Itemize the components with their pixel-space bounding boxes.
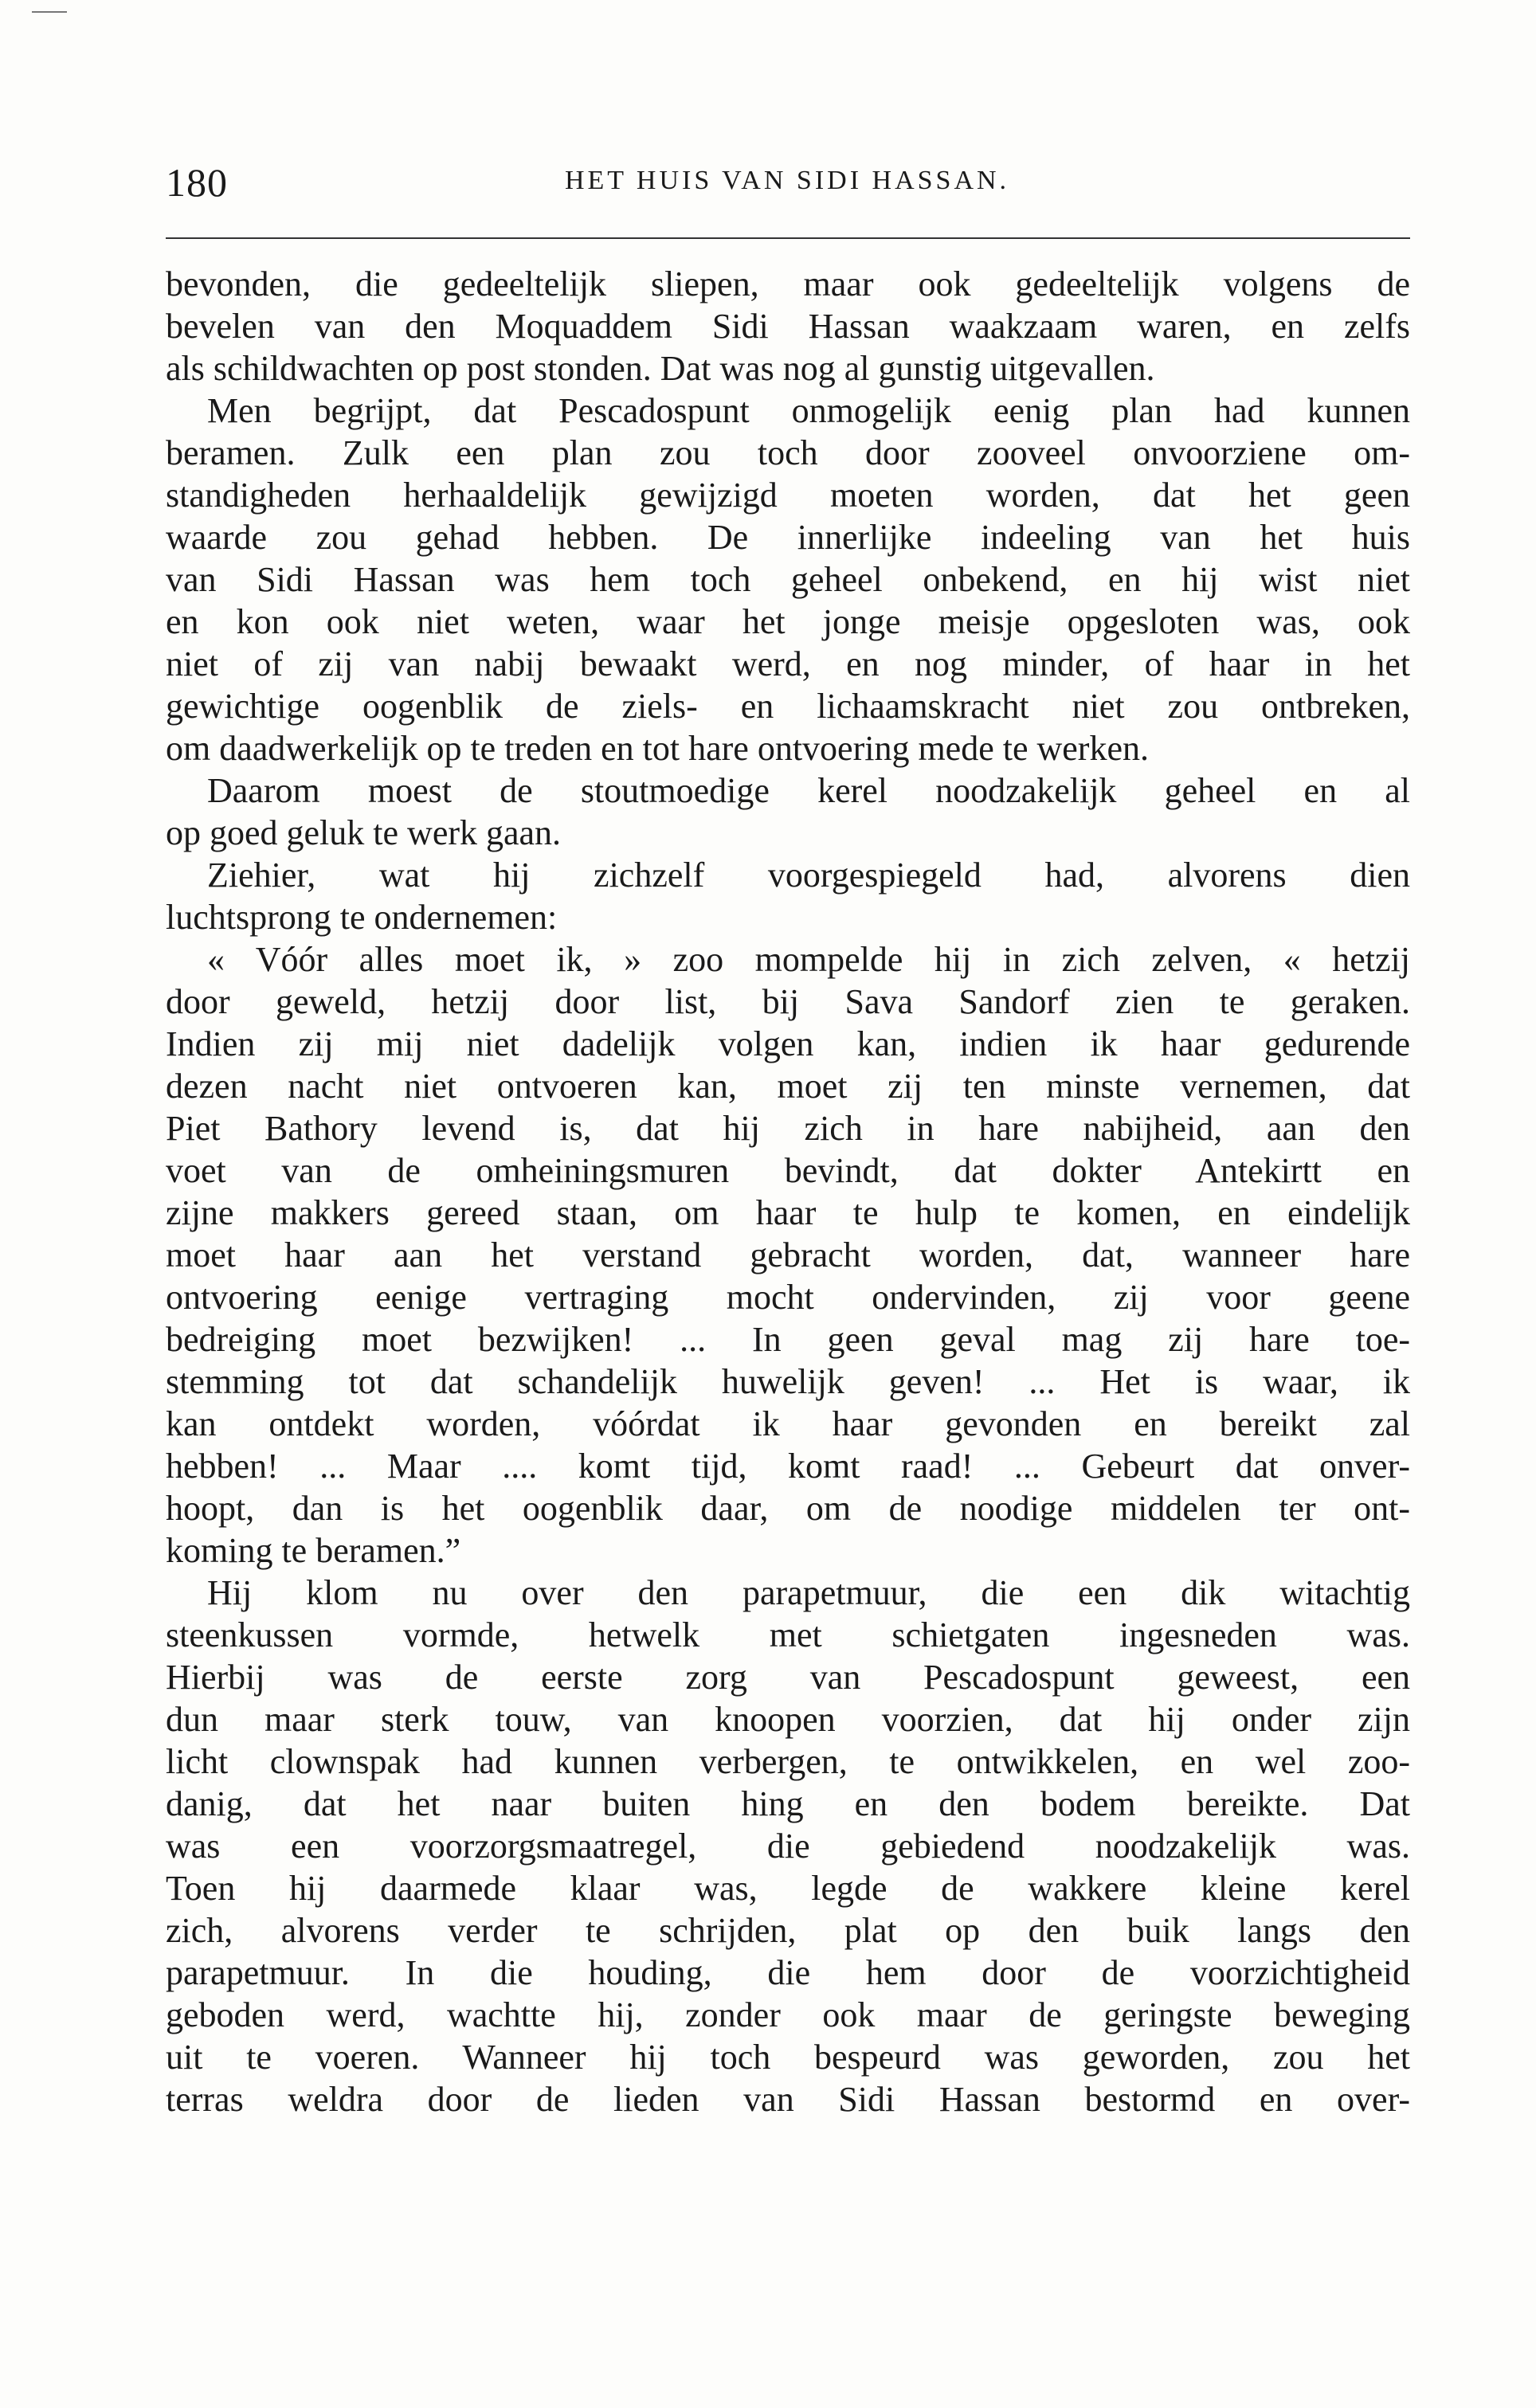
text-line: geboden werd, wachtte hij, zonder ook maar de geringste beweging [166, 1995, 1410, 2034]
text-line: Hij klom nu over den parapetmuur, die een dik witachtig [207, 1573, 1410, 1612]
text-line: van Sidi Hassan was hem toch geheel onbekend, en hij wist niet [166, 560, 1410, 599]
text-line: bevonden, die gedeeltelijk sliepen, maar ook gedeeltelijk volgens de [166, 264, 1410, 303]
text-line: door geweld, hetzij door list, bij Sava Sandorf zien te geraken. [166, 982, 1410, 1021]
text-line: koming te beramen.” [166, 1531, 461, 1570]
text-line: ontvoering eenige vertraging mocht ondervinden, zij voor geene [166, 1278, 1410, 1317]
header-rule [166, 237, 1410, 239]
text-line: « Vóór alles moet ik, » zoo mompelde hij in zich zelven, « hetzij [207, 940, 1410, 979]
text-line: en kon ook niet weten, waar het jonge meisje opgesloten was, ook [166, 602, 1410, 641]
text-line: steenkussen vormde, hetwelk met schietgaten ingesneden was. [166, 1615, 1410, 1654]
text-line: bevelen van den Moquaddem Sidi Hassan waakzaam waren, en zelfs [166, 307, 1410, 346]
text-line: stemming tot dat schandelijk huwelijk geven! ... Het is waar, ik [166, 1362, 1410, 1401]
text-line: parapetmuur. In die houding, die hem door de voorzichtigheid [166, 1953, 1410, 1992]
text-line: licht clownspak had kunnen verbergen, te ontwikkelen, en wel zoo- [166, 1742, 1410, 1781]
text-line: Indien zij mij niet dadelijk volgen kan, indien ik haar gedurende [166, 1024, 1410, 1063]
text-line: Ziehier, wat hij zichzelf voorgespiegeld had, alvorens dien [207, 856, 1410, 895]
text-line: om daadwerkelijk op te treden en tot hare ontvoering mede te werken. [166, 729, 1149, 768]
text-line: uit te voeren. Wanneer hij toch bespeurd was geworden, zou het [166, 2038, 1410, 2077]
text-line: hebben! ... Maar .... komt tijd, komt raad! ... Gebeurt dat onver- [166, 1447, 1410, 1486]
running-title: HET HUIS VAN SIDI HASSAN. [564, 166, 1010, 195]
text-line: Piet Bathory levend is, dat hij zich in hare nabijheid, aan den [166, 1109, 1410, 1148]
text-line: hoopt, dan is het oogenblik daar, om de noodige middelen ter ont- [166, 1489, 1410, 1528]
text-line: als schildwachten op post stonden. Dat was nog al gunstig uitgevallen. [166, 349, 1155, 388]
text-line: standigheden herhaaldelijk gewijzigd moeten worden, dat het geen [166, 476, 1410, 515]
text-line: terras weldra door de lieden van Sidi Hassan bestormd en over- [166, 2080, 1410, 2119]
text-line: bedreiging moet bezwijken! ... In geen geval mag zij hare toe- [166, 1320, 1410, 1359]
page-number: 180 [166, 160, 228, 205]
text-line: kan ontdekt worden, vóórdat ik haar gevonden en bereikt zal [166, 1404, 1410, 1443]
text-line: Daarom moest de stoutmoedige kerel noodzakelijk geheel en al [207, 771, 1410, 810]
text-line: voet van de omheiningsmuren bevindt, dat dokter Antekirtt en [166, 1151, 1410, 1190]
text-line: zijne makkers gereed staan, om haar te hulp te komen, en eindelijk [166, 1193, 1410, 1232]
text-line: zich, alvorens verder te schrijden, plat op den buik langs den [166, 1911, 1410, 1950]
text-line: was een voorzorgsmaatregel, die gebiedend noodzakelijk was. [166, 1827, 1410, 1866]
text-line: waarde zou gehad hebben. De innerlijke indeeling van het huis [166, 518, 1410, 557]
text-line: gewichtige oogenblik de ziels- en lichaamskracht niet zou ontbreken, [166, 687, 1410, 726]
text-line: beramen. Zulk een plan zou toch door zooveel onvoorziene om- [166, 433, 1410, 472]
page-header [166, 159, 1409, 207]
text-line: moet haar aan het verstand gebracht worden, dat, wanneer hare [166, 1235, 1410, 1274]
text-line: op goed geluk te werk gaan. [166, 813, 562, 852]
text-line: dezen nacht niet ontvoeren kan, moet zij ten minste vernemen, dat [166, 1067, 1410, 1106]
text-line: danig, dat het naar buiten hing en den bodem bereikte. Dat [166, 1784, 1410, 1823]
text-line: Hierbij was de eerste zorg van Pescadospunt geweest, een [166, 1658, 1410, 1697]
text-line: Men begrijpt, dat Pescadospunt onmogelijk eenig plan had kunnen [207, 391, 1410, 430]
text-line: luchtsprong te ondernemen: [166, 898, 558, 937]
body-text [166, 263, 1410, 2120]
text-line: Toen hij daarmede klaar was, legde de wakkere kleine kerel [166, 1869, 1410, 1908]
text-line: dun maar sterk touw, van knoopen voorzien, dat hij onder zijn [166, 1700, 1410, 1739]
scan-mark [32, 11, 67, 13]
text-line: niet of zij van nabij bewaakt werd, en nog minder, of haar in het [166, 644, 1410, 683]
